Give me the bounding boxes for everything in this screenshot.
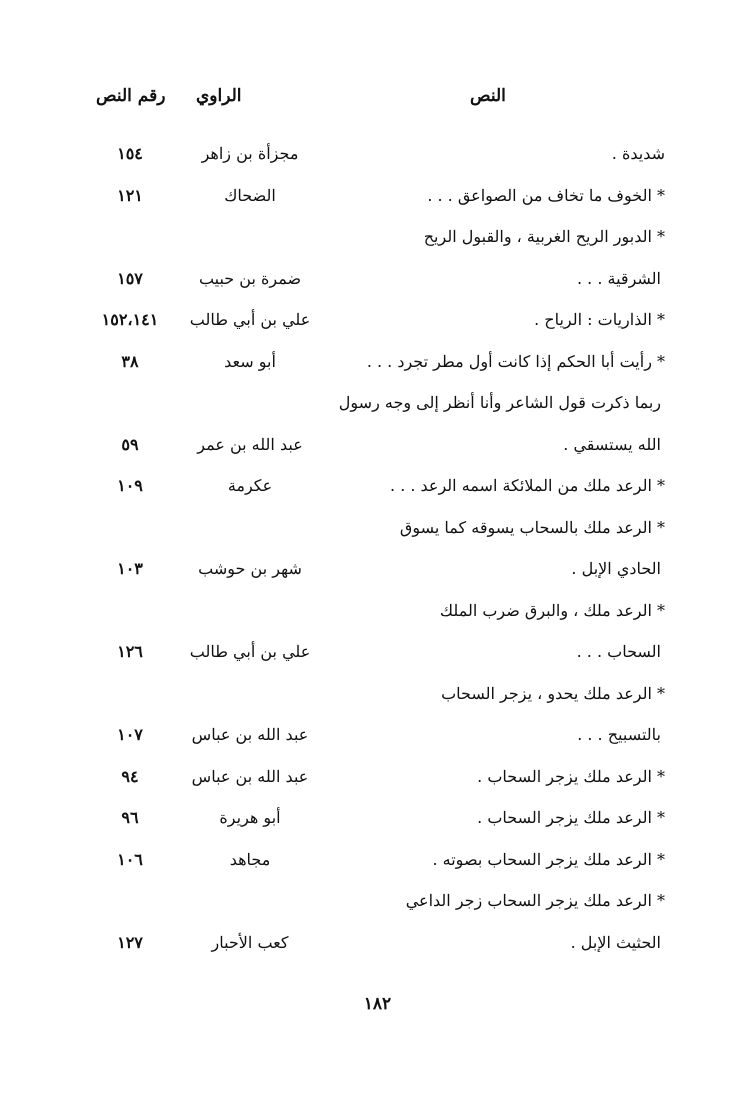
- table-row: [0, 840, 755, 880]
- entry-text: * الرعد ملك بالسحاب يسوقه كما يسوق: [399, 517, 665, 537]
- entry-narrator: عبد الله بن عباس: [191, 725, 309, 744]
- entry-number: [80, 217, 180, 257]
- entry-text: * الخوف ما تخاف من الصواعق . . .: [427, 185, 665, 205]
- entry-number: ١٥٢،١٤١: [101, 310, 159, 329]
- entry-number: ١٠٣: [117, 559, 143, 578]
- table-row: [0, 923, 755, 963]
- table-row: [0, 508, 755, 548]
- entry-number: ١٥٧: [117, 268, 143, 288]
- entry-text: ربما ذكرت قول الشاعر وأنا أنظر إلى وجه رسول: [338, 393, 661, 412]
- entry-narrator: [175, 508, 325, 548]
- entry-narrator: [175, 591, 325, 631]
- entry-text: * الدبور الريح الغربية ، والقبول الريح: [423, 227, 665, 246]
- entry-number: ٥٩: [121, 434, 139, 454]
- entry-number: [80, 881, 180, 921]
- entry-number: ٩٦: [121, 808, 139, 827]
- entry-number: [80, 674, 180, 714]
- entry-text: الله يستسقي .: [563, 434, 661, 454]
- entry-text: * الرعد ملك يحدو ، يزجر السحاب: [441, 683, 665, 703]
- entry-text: * الرعد ملك يزجر السحاب .: [477, 808, 665, 827]
- entry-text: شديدة .: [611, 144, 665, 163]
- table-row: [0, 549, 755, 589]
- entry-text: بالتسبيح . . .: [577, 725, 661, 744]
- table-row: [0, 591, 755, 631]
- entry-narrator: أبو سعد: [224, 351, 276, 371]
- entry-narrator: [175, 674, 325, 714]
- entry-narrator: [175, 881, 325, 921]
- entry-text: * الرعد ملك يزجر السحاب زجر الداعي: [405, 891, 665, 910]
- entry-text: * الرعد ملك يزجر السحاب .: [477, 766, 665, 786]
- entry-number: ١٠٩: [117, 476, 143, 495]
- entry-narrator: كعب الأحبار: [211, 932, 289, 952]
- entry-narrator: مجاهد: [229, 849, 271, 869]
- table-row: [0, 176, 755, 216]
- entry-narrator: عبد الله بن عباس: [191, 766, 309, 786]
- page-number: ١٨٢: [363, 994, 392, 1014]
- entry-number: ١٠٧: [117, 725, 143, 744]
- table-row: [0, 300, 755, 340]
- entry-text: الحثيث الإبل .: [570, 932, 661, 952]
- table-row: [0, 632, 755, 672]
- table-row: [0, 757, 755, 797]
- entry-number: [80, 383, 180, 423]
- entry-narrator: أبو هريرة: [219, 808, 281, 827]
- entry-text: * الرعد ملك من الملائكة اسمه الرعد . . .: [390, 476, 665, 495]
- entry-narrator: ضمرة بن حبيب: [198, 268, 302, 288]
- entry-text: الحادي الإبل .: [571, 559, 661, 578]
- entry-text: * الذاريات : الرياح .: [534, 310, 665, 329]
- entry-text: السحاب . . .: [576, 642, 661, 661]
- entry-number: ١٠٦: [117, 849, 143, 869]
- header-text: النص: [470, 86, 506, 106]
- table-row: [0, 798, 755, 838]
- table-row: [0, 342, 755, 382]
- table-row: [0, 383, 755, 423]
- entry-narrator: علي بن أبي طالب: [189, 642, 311, 661]
- table-row: [0, 217, 755, 257]
- table-row: [0, 881, 755, 921]
- entry-narrator: شهر بن حوشب: [198, 559, 302, 578]
- entry-number: ٩٤: [121, 766, 139, 786]
- entry-text: * رأيت أبا الحكم إذا كانت أول مطر تجرد . . .: [366, 351, 665, 371]
- header-narrator: الراوي: [196, 86, 242, 106]
- entry-narrator: مجزأة بن زاهر: [201, 144, 299, 163]
- entry-narrator: علي بن أبي طالب: [189, 310, 311, 329]
- entry-narrator: عبد الله بن عمر: [197, 434, 303, 454]
- entry-narrator: عكرمة: [227, 476, 273, 495]
- entry-number: [80, 508, 180, 548]
- table-row: [0, 715, 755, 755]
- table-row: [0, 425, 755, 465]
- entry-number: ١٢٧: [117, 932, 143, 952]
- entry-text: * الرعد ملك ، والبرق ضرب الملك: [439, 600, 665, 620]
- entry-number: [80, 591, 180, 631]
- entry-number: ١٥٤: [117, 144, 143, 163]
- entry-number: ١٢١: [117, 185, 143, 205]
- table-row: [0, 466, 755, 506]
- entry-text: * الرعد ملك يزجر السحاب بصوته .: [432, 849, 665, 869]
- entry-text: الشرقية . . .: [577, 268, 661, 288]
- entry-number: ١٢٦: [117, 642, 143, 661]
- table-row: [0, 674, 755, 714]
- entry-narrator: الضحاك: [224, 185, 276, 205]
- entry-narrator: [175, 383, 325, 423]
- entry-narrator: [175, 217, 325, 257]
- entry-number: ٣٨: [121, 351, 139, 371]
- table-row: [0, 134, 755, 174]
- table-row: [0, 259, 755, 299]
- header-number: رقم النص: [96, 86, 166, 106]
